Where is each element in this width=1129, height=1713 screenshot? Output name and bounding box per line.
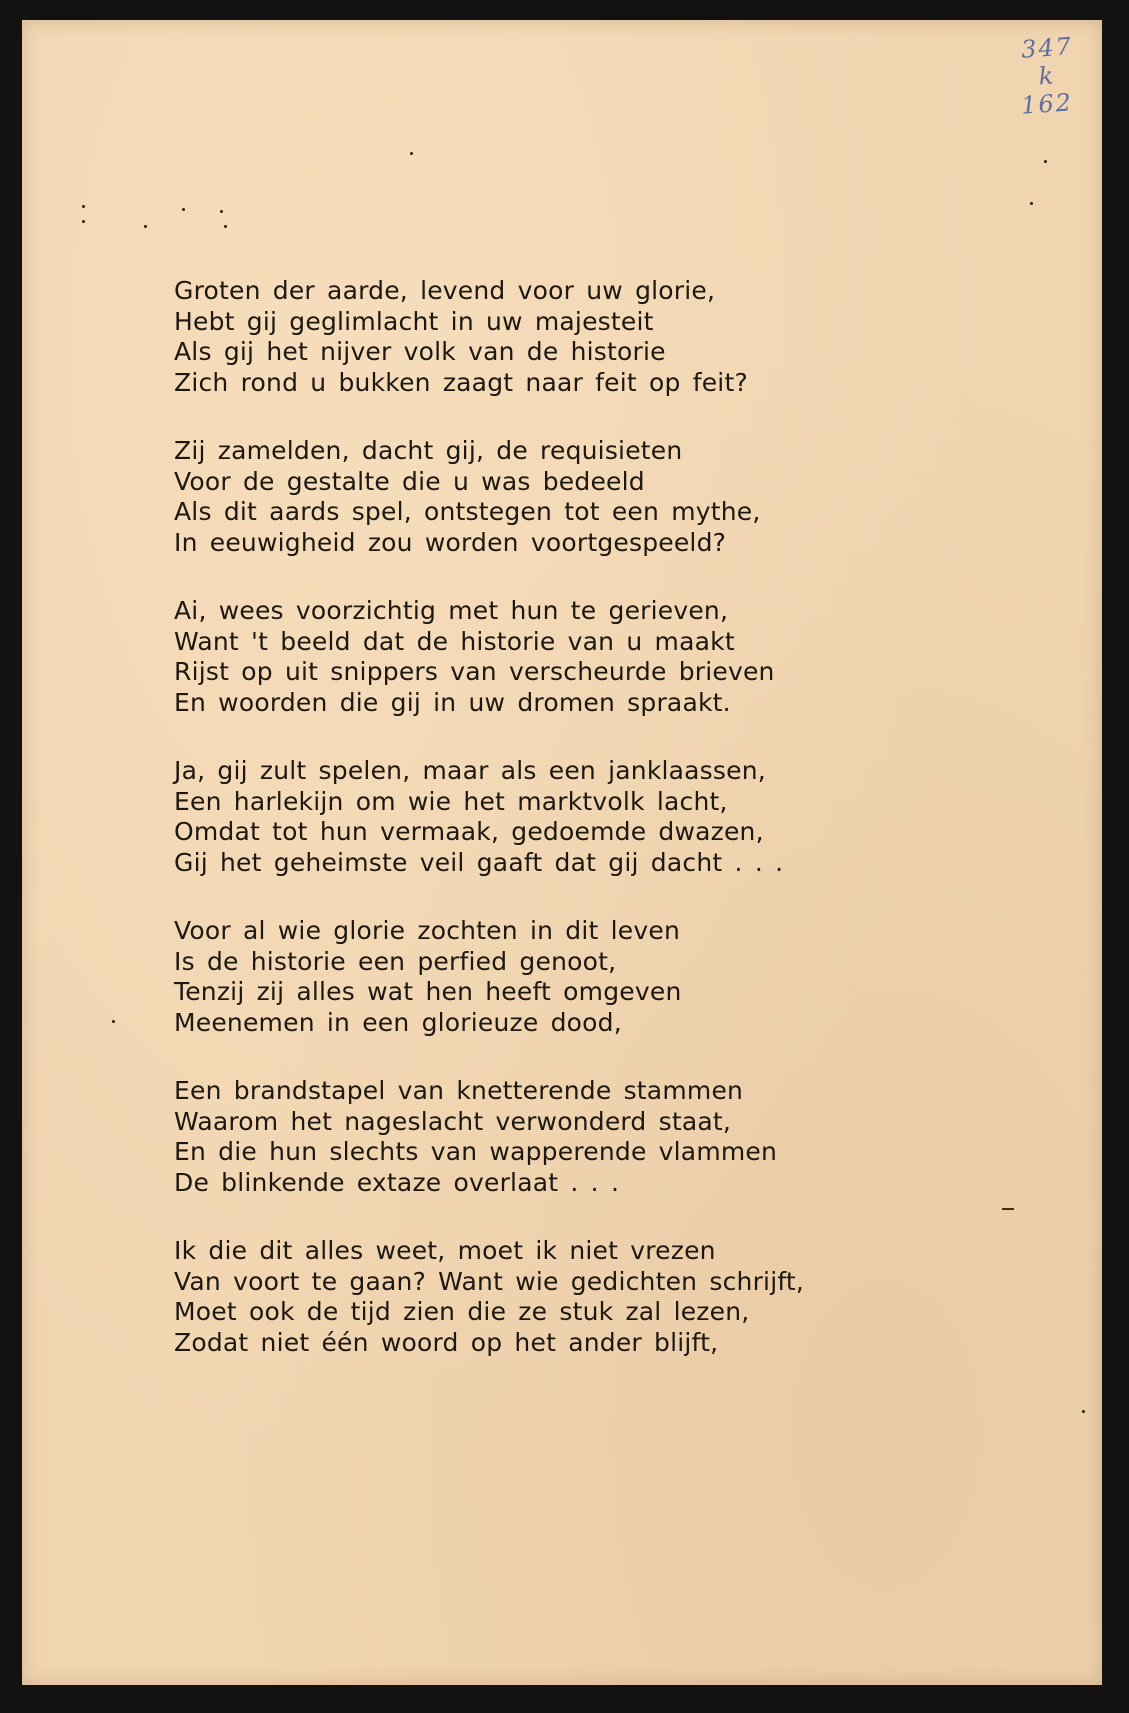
poem-line: Voor al wie glorie zochten in dit leven <box>174 916 681 945</box>
stanza <box>174 596 994 718</box>
paper-speck <box>182 208 185 211</box>
paper-speck <box>220 210 223 213</box>
poem-line: Van voort te gaan? Want wie gedichten schrijft, <box>174 1266 805 1296</box>
paper-speck <box>112 1020 115 1023</box>
poem-line: Moet ook de tijd zien die ze stuk zal lezen, <box>174 1297 750 1326</box>
poem-line: Ja, gij zult spelen, maar als een janklaassen, <box>174 756 766 785</box>
poem-line: De blinkende extaze overlaat . . . <box>174 1167 620 1197</box>
poem-line: Omdat tot hun vermaak, gedoemde dwazen, <box>174 817 764 846</box>
poem-line: Als gij het nijver volk van de historie <box>174 337 666 366</box>
poem-line: Gij het geheimste veil gaaft dat gij dacht . . . <box>174 847 784 877</box>
poem-line: Want 't beeld dat de historie van u maakt <box>174 626 735 656</box>
stanza <box>174 436 994 558</box>
paper-speck <box>224 225 227 228</box>
poem-line: Als dit aards spel, ontstegen tot een mythe, <box>174 497 761 526</box>
poem-text <box>174 276 994 1396</box>
archive-mark-line: 162 <box>1020 88 1074 120</box>
poem-line: Groten der aarde, levend voor uw glorie, <box>174 276 716 305</box>
poem-line: Zij zamelden, dacht gij, de requisieten <box>174 436 683 465</box>
poem-line: En die hun slechts van wapperende vlammen <box>174 1137 778 1166</box>
poem-line: Een brandstapel van knetterende stammen <box>174 1076 744 1105</box>
poem-line: Een harlekijn om wie het marktvolk lacht, <box>174 786 728 816</box>
poem-line: Voor de gestalte die u was bedeeld <box>174 466 645 496</box>
stanza <box>174 1076 994 1198</box>
poem-line: Zodat niet één woord op het ander blijft, <box>174 1327 719 1357</box>
poem-line: Meenemen in een glorieuze dood, <box>174 1007 622 1037</box>
poem-line: En woorden die gij in uw dromen spraakt. <box>174 687 731 717</box>
poem-line: Waarom het nageslacht verwonderd staat, <box>174 1106 732 1136</box>
paper-speck <box>1082 1410 1085 1413</box>
archive-mark-line: k <box>1037 61 1057 91</box>
paper-speck <box>144 225 147 228</box>
poem-line: In eeuwigheid zou worden voortgespeeld? <box>174 527 727 557</box>
poem-line: Hebt gij geglimlacht in uw majesteit <box>174 306 654 336</box>
poem-line: Tenzij zij alles wat hen heeft omgeven <box>174 977 682 1006</box>
paper-sheet <box>22 20 1102 1685</box>
paper-speck <box>410 152 413 155</box>
paper-speck <box>1044 160 1047 163</box>
stanza <box>174 756 994 878</box>
stanza <box>174 916 994 1038</box>
poem-line: Is de historie een perfied genoot, <box>174 946 617 976</box>
paper-speck <box>1030 202 1033 205</box>
stanza <box>174 276 994 398</box>
archive-mark-line: 347 <box>1020 32 1074 64</box>
poem-line: Ai, wees voorzichtig met hun te gerieven, <box>174 596 729 625</box>
paper-speck <box>82 220 85 223</box>
paper-mark <box>1002 1208 1014 1210</box>
poem-line: Ik die dit alles weet, moet ik niet vrezen <box>174 1236 716 1265</box>
paper-speck <box>82 205 85 208</box>
stanza <box>174 1236 994 1358</box>
archive-number-mark <box>1007 34 1087 118</box>
poem-line: Zich rond u bukken zaagt naar feit op feit? <box>174 367 748 397</box>
poem-line: Rijst op uit snippers van verscheurde brieven <box>174 657 775 686</box>
